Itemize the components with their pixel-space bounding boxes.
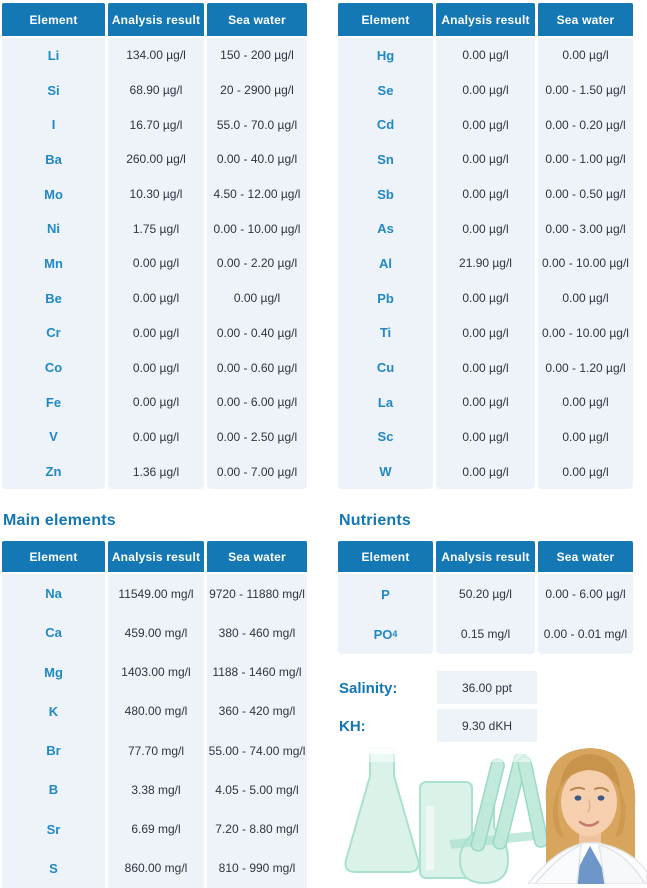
analysis-result-cell: 0.00 µg/l [132,291,180,306]
sea-water-cell: 0.00 - 7.00 µg/l [216,464,298,479]
sea-water-cell: 0.00 - 1.00 µg/l [545,152,626,167]
analysis-result-cell: 1403.00 mg/l [121,665,191,680]
column-header: Analysis result [436,3,535,36]
analysis-result-cell: 0.15 mg/l [460,627,511,641]
table-column [207,541,307,888]
analysis-result-cell: 480.00 mg/l [124,704,188,719]
sea-water-cell: 380 - 460 mg/l [218,625,296,640]
element-symbol: Hg [376,47,395,63]
kh-value: 9.30 dKH [437,709,537,742]
table-column [2,3,105,489]
element-symbol: Mg [44,664,63,680]
element-symbol: Al [379,255,392,271]
element-symbol: I [51,117,56,133]
element-symbol: La [377,394,394,410]
sea-water-cell: 0.00 - 10.00 µg/l [542,325,629,340]
element-symbol: PO 4 [373,626,398,642]
column-header: Sea water [538,541,633,572]
lab-glassware-illustration [332,742,647,884]
trace-elements-table-left [2,3,307,489]
element-symbol: Pb [377,290,394,306]
sea-water-cell: 0.00 - 6.00 µg/l [216,395,298,410]
analysis-result-cell: 50.20 µg/l [459,587,512,601]
table-body-column [2,38,105,489]
analysis-result-cell: 10.30 µg/l [129,187,183,202]
sea-water-cell: 7.20 - 8.80 mg/l [215,822,299,837]
analysis-result-cell: 260.00 µg/l [126,152,186,167]
table-body-column [2,574,105,888]
analysis-result-cell: 77.70 mg/l [127,743,185,758]
column-header: Element [338,541,433,572]
element-symbol: V [49,429,58,445]
element-symbol: Ca [45,625,62,641]
analysis-result-cell: 1.36 µg/l [132,464,180,479]
element-symbol: P [381,586,390,602]
table-column [436,541,535,654]
kh-label: KH: [339,718,366,735]
table-column [2,541,105,888]
analysis-result-cell: 459.00 mg/l [124,625,188,640]
table-column [538,3,633,489]
table-body-column [207,574,307,888]
element-symbol: Cu [376,360,395,376]
analysis-result-cell: 0.00 µg/l [462,117,509,132]
column-header: Sea water [207,3,307,36]
element-symbol: W [379,464,392,480]
analysis-result-cell: 0.00 µg/l [462,83,509,98]
column-header: Sea water [207,541,307,572]
sea-water-cell: 0.00 - 0.01 mg/l [543,627,628,641]
element-symbol: Li [47,47,60,63]
table-body-column [108,38,204,489]
analysis-result-cell: 0.00 µg/l [462,325,509,340]
element-symbol: Ni [47,221,60,237]
main-elements-heading: Main elements [3,512,116,529]
analysis-result-cell: 0.00 µg/l [462,429,509,444]
analysis-result-cell: 0.00 µg/l [462,152,509,167]
element-symbol: Fe [45,394,62,410]
table-body-column [538,574,633,654]
column-header: Element [2,3,105,36]
sea-water-cell: 0.00 - 40.0 µg/l [216,152,298,167]
table-column [338,3,433,489]
sea-water-cell: 0.00 µg/l [562,48,609,63]
analysis-result-cell: 11549.00 mg/l [118,586,194,601]
element-symbol: B [48,782,59,798]
analysis-result-cell: 860.00 mg/l [124,861,188,876]
table-column [108,3,204,489]
salinity-value: 36.00 ppt [437,671,537,704]
sea-water-cell: 55.00 - 74.00 mg/l [208,743,306,758]
analysis-result-cell: 68.90 µg/l [129,83,183,98]
sea-water-cell: 0.00 µg/l [562,429,609,444]
salinity-label: Salinity: [339,680,398,697]
analysis-result-cell: 0.00 µg/l [462,360,509,375]
element-symbol: S [49,860,58,876]
sea-water-cell: 55.0 - 70.0 µg/l [216,117,298,132]
column-header: Analysis result [108,3,204,36]
sea-water-cell: 0.00 - 0.60 µg/l [216,360,298,375]
sea-water-cell: 0.00 - 0.50 µg/l [545,187,626,202]
sea-water-cell: 20 - 2900 µg/l [220,83,294,98]
table-body-column [538,38,633,489]
analysis-result-cell: 0.00 µg/l [132,360,180,375]
analysis-result-cell: 0.00 µg/l [132,256,180,271]
trace-elements-table-right [338,3,633,489]
analysis-result-cell: 0.00 µg/l [462,48,509,63]
table-column [538,541,633,654]
sea-water-cell: 0.00 - 1.20 µg/l [545,360,626,375]
element-symbol: Sb [377,186,394,202]
element-symbol: Ti [379,325,392,341]
table-body-column [436,38,535,489]
analysis-result-cell: 0.00 µg/l [462,291,509,306]
sea-water-cell: 4.50 - 12.00 µg/l [213,187,301,202]
sea-water-cell: 150 - 200 µg/l [220,48,294,63]
analysis-result-cell: 0.00 µg/l [132,395,180,410]
sea-water-cell: 810 - 990 mg/l [218,861,296,876]
sea-water-cell: 9720 - 11880 mg/l [209,586,305,601]
sea-water-cell: 4.05 - 5.00 mg/l [215,782,299,797]
sea-water-cell: 0.00 µg/l [562,464,609,479]
element-symbol: K [48,703,59,719]
lab-technician-photo [332,742,647,884]
element-symbol: Br [46,743,61,759]
sea-water-cell: 0.00 µg/l [562,395,609,410]
element-symbol: Sn [377,151,394,167]
element-symbol: Zn [45,464,62,480]
element-symbol: Sc [377,429,394,445]
analysis-result-cell: 0.00 µg/l [462,464,509,479]
analysis-result-cell: 6.69 mg/l [131,822,181,837]
nutrients-heading: Nutrients [339,512,412,529]
table-body-column [207,38,307,489]
element-symbol: Na [45,586,62,602]
table-column [436,3,535,489]
analysis-result-cell: 1.75 µg/l [132,221,180,236]
sea-water-cell: 0.00 - 0.20 µg/l [545,117,626,132]
analysis-result-cell: 0.00 µg/l [132,429,180,444]
sea-water-cell: 0.00 - 10.00 µg/l [213,221,301,236]
analysis-result-cell: 0.00 µg/l [462,187,509,202]
table-column [338,541,433,654]
table-body-column [338,574,433,654]
column-header: Analysis result [108,541,204,572]
element-symbol: Mo [44,186,63,202]
element-symbol: Cr [46,325,61,341]
analysis-result-cell: 3.38 mg/l [131,782,181,797]
element-symbol: Se [377,82,394,98]
table-column [207,3,307,489]
sea-water-cell: 1188 - 1460 mg/l [212,665,302,680]
table-body-column [338,38,433,489]
element-symbol: Cd [376,117,395,133]
sea-water-cell: 0.00 - 10.00 µg/l [542,256,629,271]
table-body-column [436,574,535,654]
sea-water-cell: 360 - 420 mg/l [218,704,296,719]
analysis-result-cell: 21.90 µg/l [459,256,512,271]
table-body-column [108,574,204,888]
column-header: Analysis result [436,541,535,572]
analysis-result-cell: 134.00 µg/l [126,48,186,63]
sea-water-cell: 0.00 µg/l [233,291,281,306]
sea-water-cell: 0.00 - 2.50 µg/l [216,429,298,444]
table-column [108,541,204,888]
column-header: Element [2,541,105,572]
element-symbol: Be [45,290,62,306]
main-elements-table [2,541,307,888]
analysis-result-cell: 0.00 µg/l [132,325,180,340]
analysis-result-cell: 0.00 µg/l [462,221,509,236]
analysis-result-cell: 16.70 µg/l [129,117,183,132]
column-header: Element [338,3,433,36]
sea-water-cell: 0.00 - 0.40 µg/l [216,325,298,340]
element-symbol: As [377,221,394,237]
nutrients-table [338,541,633,654]
element-symbol: Sr [46,821,61,837]
analysis-result-cell: 0.00 µg/l [462,395,509,410]
sea-water-cell: 0.00 µg/l [562,291,609,306]
element-symbol: Co [44,360,63,376]
column-header: Sea water [538,3,633,36]
sea-water-cell: 0.00 - 1.50 µg/l [545,83,626,98]
element-symbol: Ba [45,151,62,167]
element-symbol: Mn [44,255,63,271]
sea-water-cell: 0.00 - 3.00 µg/l [545,221,626,236]
sea-water-cell: 0.00 - 6.00 µg/l [545,587,626,601]
element-symbol: Si [47,82,60,98]
sea-water-cell: 0.00 - 2.20 µg/l [216,256,298,271]
